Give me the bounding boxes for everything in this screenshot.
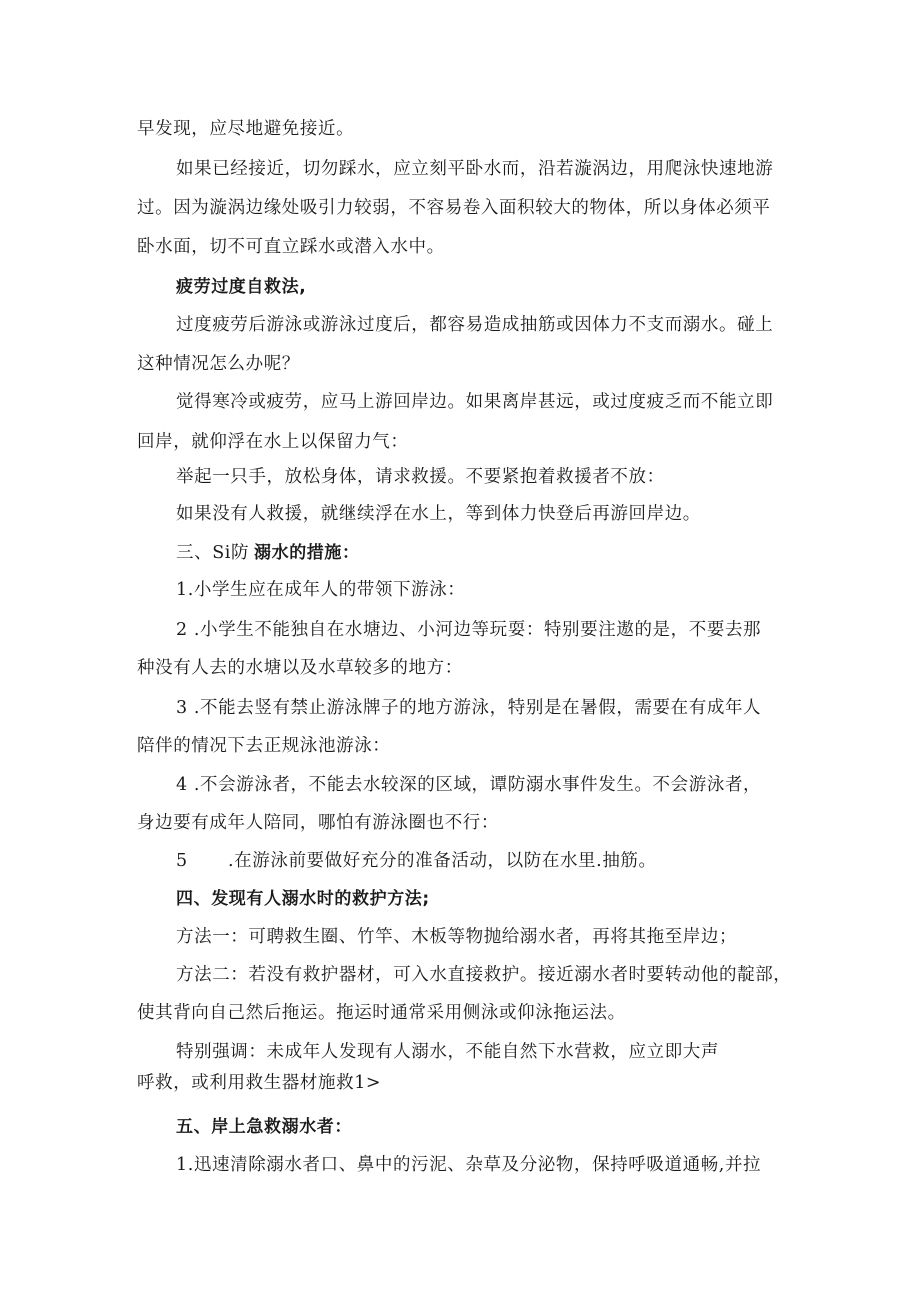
paragraph-line: 呼救，或利用救生器材施救1> — [137, 1073, 382, 1093]
section-heading: 溺水的措施： — [254, 543, 360, 563]
list-item: 3 .不能去竖有禁止游泳牌子的地方游泳，特别是在暑假，需要在有成年人 — [176, 698, 762, 718]
paragraph-line: 如果没有人救援，就继续浮在水上，等到体力快登后再游回岸边。 — [176, 504, 701, 524]
list-item: 2 .小学生不能独自在水塘边、小河边等玩耍：特别要注遨的是，不要去那 — [176, 620, 762, 640]
paragraph-line: 方法一：可聘救生圈、竹竿、木板等物抛给溺水者，再将其拖至岸边； — [176, 927, 738, 947]
paragraph-line: 使其背向自己然后拖运。拖运时通常采用侧泳或仰泳拖运法。 — [137, 1003, 626, 1023]
section-heading: 四、发现有人溺水时的救护方法; — [176, 889, 430, 909]
list-item: 1.迅速清除溺水者口、鼻中的污泥、杂草及分泌物，保持呼吸道通畅,并拉 — [176, 1155, 762, 1175]
section-heading: 五、岸上急救溺水者： — [176, 1117, 352, 1137]
paragraph-line: 如果已经接近，切勿踩水，应立刻平卧水而，沿若漩涡边，用爬泳快速地游 — [176, 159, 774, 179]
paragraph-line: 特别强调：未成年人发现有人溺水，不能自然下水营救，应立即大声 — [176, 1042, 719, 1062]
list-item: .在游泳前要做好充分的准备活动，以防在水里.抽筋。 — [228, 851, 657, 871]
paragraph-line: 觉得寒冷或疲劳，应马上游回岸边。如果离岸甚远，或过度疲乏而不能立即 — [176, 392, 774, 412]
list-item-number: 5 — [176, 851, 188, 871]
list-item: 1.小学生应在成年人的带领下游泳： — [176, 580, 466, 600]
list-item: 4 .不会游泳者，不能去水较深的区域，谭防溺水事件发生。不会游泳者， — [176, 775, 762, 795]
paragraph-line: 过度疲劳后游泳或游泳过度后，都容易造成抽筋或因体力不支而溺水。碰上 — [176, 315, 774, 335]
paragraph-line: 过。因为漩涡边缘处吸引力较弱，不容易卷入面积较大的物体，所以身体必须平 — [137, 198, 771, 218]
list-item-continuation: 陪伴的情况下去正规泳池游泳： — [137, 736, 391, 756]
paragraph-line: 卧水面，切不可直立踩水或潜入水中。 — [137, 237, 445, 257]
paragraph-line: 举起一只手，放松身体，请求救援。不要紧抱着救援者不放： — [176, 467, 665, 487]
list-item-continuation: 种没有人去的水塘以及水草较多的地方： — [137, 658, 463, 678]
paragraph-line: 回岸，就仰浮在水上以保留力气： — [137, 432, 409, 452]
section-heading-prefix: 三、Si防 — [176, 543, 250, 563]
section-heading: 疲劳过度自救法, — [176, 277, 307, 297]
list-item-continuation: 身边要有成年人陪同，哪怕有游泳圈也不行： — [137, 813, 499, 833]
paragraph-line: 方法二：若没有救护器材，可入水直接救护。接近溺水者时要转动他的靛部， — [176, 965, 792, 985]
paragraph-line: 这种情况怎么办呢？ — [137, 354, 300, 374]
paragraph-line: 早发现，应尽地避免接近。 — [137, 119, 355, 139]
